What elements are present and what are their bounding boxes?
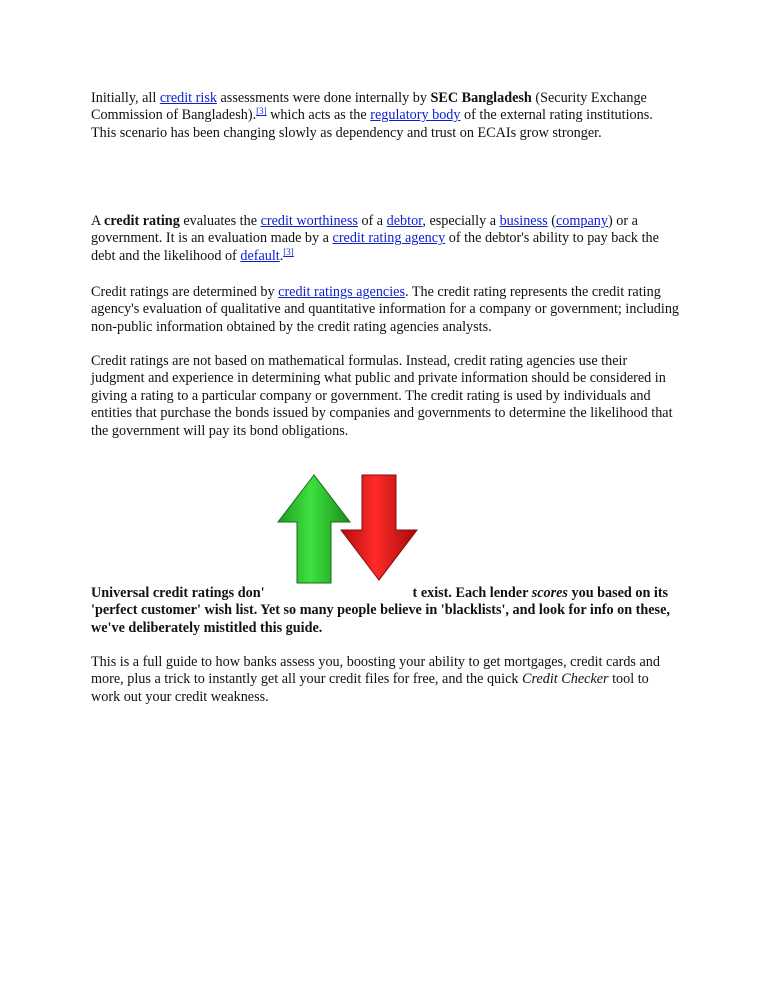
link-debtor[interactable]: debtor bbox=[386, 213, 423, 229]
bold-sec-bangladesh: SEC Bangladesh bbox=[430, 90, 532, 106]
text: ( bbox=[547, 213, 556, 229]
text: of a bbox=[357, 213, 387, 229]
text: A bbox=[91, 213, 105, 229]
text: of the external rating institutions. This scenario has been changing slowly as dependency and trust on ECAIs grow stronger. bbox=[91, 107, 653, 141]
paragraph-sec-bangladesh bbox=[91, 90, 681, 142]
text: evaluates the bbox=[179, 213, 261, 229]
link-credit-rating-agency[interactable]: credit rating agency bbox=[332, 230, 446, 247]
paragraph-not-mathematical: Credit ratings are not based on mathematical formulas. Instead, credit rating agencies use their judgment and experience in determining what public and private information should be considered in giving a rating to a particular company or government. The credit rating is used by individuals and entities that purchase the bonds issued by companies and governments to determine the likelihood that the government will pay its bond obligations. bbox=[91, 353, 673, 439]
italic-credit-checker: Credit Checker bbox=[522, 671, 609, 688]
link-default[interactable]: default bbox=[240, 247, 280, 264]
italic-scores: scores bbox=[531, 585, 568, 601]
link-business[interactable]: business bbox=[499, 213, 548, 229]
paragraph-full-guide bbox=[91, 654, 681, 706]
down-arrow-icon bbox=[341, 475, 417, 580]
up-arrow-icon bbox=[278, 475, 350, 583]
text: tool to work out your credit weakness. bbox=[91, 671, 649, 705]
text: of the debtor's ability to pay back the debt and the likelihood of bbox=[91, 230, 659, 264]
text: Credit ratings are determined by bbox=[91, 284, 279, 300]
text: . bbox=[279, 247, 284, 264]
link-regulatory-body[interactable]: regulatory body bbox=[370, 107, 461, 124]
text: Universal credit ratings don' bbox=[91, 585, 265, 601]
bold-credit-rating: credit rating bbox=[104, 213, 180, 229]
link-credit-ratings-agencies[interactable]: credit ratings agencies bbox=[278, 284, 405, 300]
text: t exist. Each lender bbox=[412, 585, 532, 601]
paragraph-determined-by-agencies bbox=[91, 284, 681, 336]
text: which acts as the bbox=[266, 107, 371, 124]
text: Initially, all bbox=[91, 90, 160, 106]
up-down-arrows-image bbox=[275, 472, 420, 584]
text: , especially a bbox=[422, 213, 500, 229]
paragraph-universal-ratings bbox=[91, 585, 681, 637]
text: . The credit rating represents the credit rating agency's evaluation of qualitative and quantitative information for a company or government; including non-public information obtained by the credit rating agencies analysts. bbox=[91, 284, 680, 335]
text: (Security Exchange Commission of Bangladesh). bbox=[91, 90, 647, 124]
link-company[interactable]: company bbox=[555, 213, 608, 229]
citation-link[interactable]: [3] bbox=[283, 246, 294, 257]
paragraph-credit-rating-definition bbox=[91, 213, 681, 265]
link-credit-risk[interactable]: credit risk bbox=[159, 90, 217, 106]
text: you based on its 'perfect customer' wish list. Yet so many people believe in 'blacklists', and look for info on these, we've deliberately mistitled this guide. bbox=[91, 585, 670, 636]
text: This is a full guide to how banks assess you, boosting your ability to get mortgages, credit cards and more, plus a trick to instantly get all your credit files for free, and the quick bbox=[91, 654, 660, 688]
text: ) or a government. It is an evaluation made by a bbox=[91, 213, 638, 247]
text: assessments were done internally by bbox=[216, 90, 431, 106]
citation-link[interactable]: [3] bbox=[256, 106, 267, 117]
link-credit-worthiness[interactable]: credit worthiness bbox=[260, 213, 358, 229]
